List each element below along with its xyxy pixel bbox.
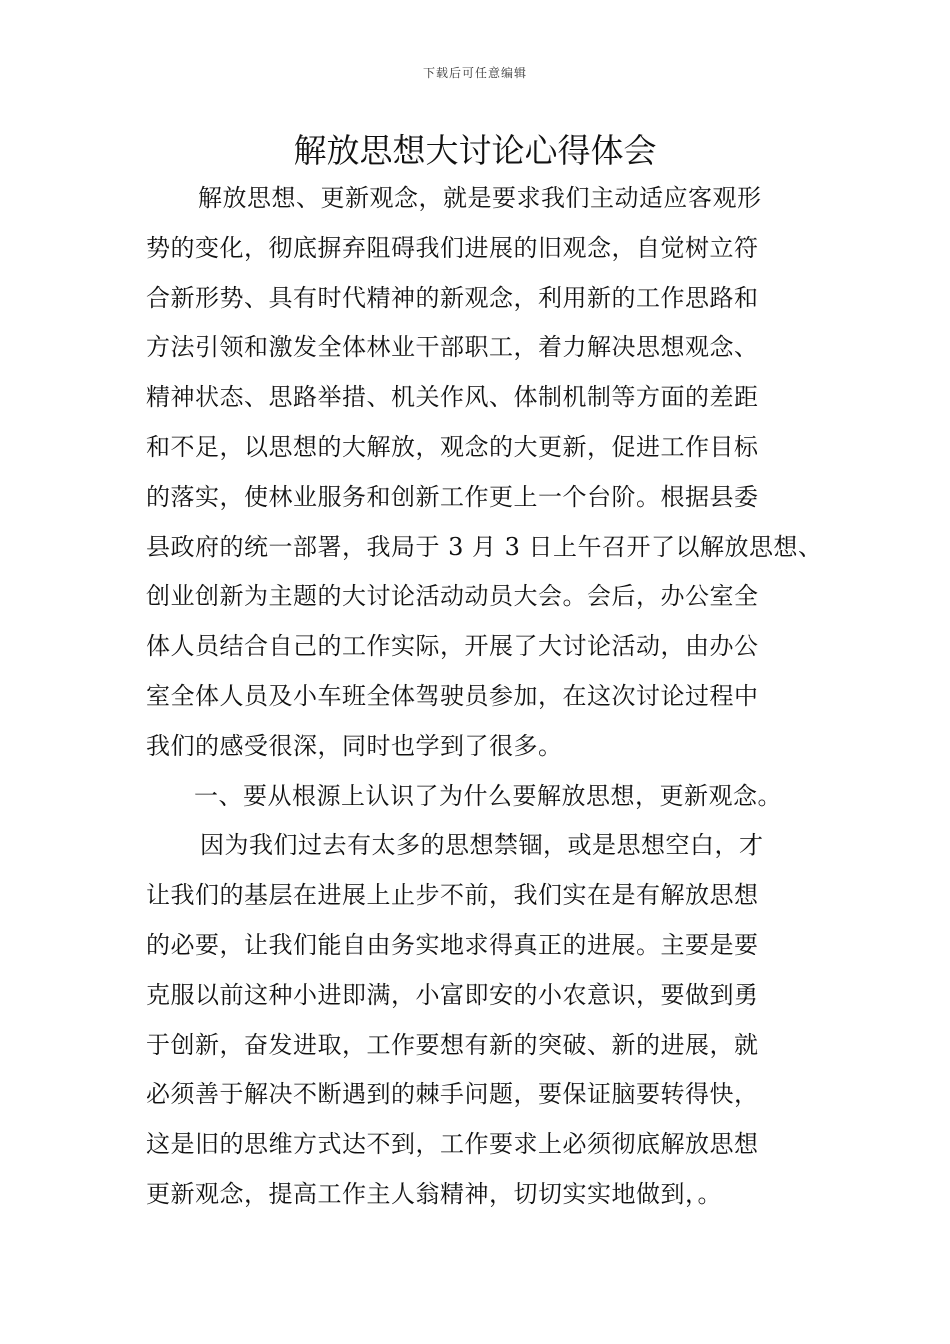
paragraph-1-line: 势的变化，彻底摒弃阻碍我们进展的旧观念，自觉树立符 [146,233,759,262]
paragraph-1-line: 解放思想、更新观念，就是要求我们主动适应客观形 [198,184,762,212]
paragraph-1-line: 县政府的统一部署，我局于 3 月 3 日上午召开了以解放思想、 [146,532,823,561]
paragraph-1-line: 合新形势、具有时代精神的新观念，利用新的工作思路和 [146,283,759,312]
paragraph-1-line: 我们的感受很深，同时也学到了很多。 [146,731,563,760]
paragraph-1-line: 的落实，使林业服务和创新工作更上一个台阶。根据县委 [146,482,759,511]
paragraph-1-line: 和不足，以思想的大解放，观念的大更新，促进工作目标 [146,432,759,461]
paragraph-2-line: 克服以前这种小进即满，小富即安的小农意识，要做到勇 [146,980,759,1009]
paragraph-2-line: 这是旧的思维方式达不到，工作要求上必须彻底解放思想 [146,1130,759,1159]
paragraph-1-line: 体人员结合自己的工作实际，开展了大讨论活动，由办公 [146,632,759,661]
document-body [146,174,823,1220]
document-title: 解放思想大讨论心得体会 [293,131,657,170]
paragraph-2-line: 更新观念，提高工作主人翁精神，切切实实地做到，。 [146,1179,722,1208]
paragraph-2-line: 让我们的基层在进展上止步不前，我们实在是有解放思想 [146,881,759,910]
paragraph-2-line: 因为我们过去有太多的思想禁锢，或是思想空白，才 [200,831,764,860]
paragraph-1-line: 精神状态、思路举措、机关作风、体制机制等方面的差距 [146,383,759,412]
paragraph-2-line: 必须善于解决不断遇到的棘手问题，要保证脑要转得快， [146,1080,759,1109]
paragraph-1-line: 创业创新为主题的大讨论活动动员大会。会后，办公室全 [146,582,759,611]
header-note: 下载后可任意编辑 [422,66,527,80]
paragraph-2-line: 于创新，奋发进取，工作要想有新的突破、新的进展，就 [146,1030,759,1059]
paragraph-1-line: 方法引领和激发全体林业干部职工，着力解决思想观念、 [146,333,759,362]
paragraph-2-line: 的必要，让我们能自由务实地求得真正的进展。主要是要 [146,930,759,959]
section-heading-1: 一、要从根源上认识了为什么要解放思想，更新观念。 [194,781,782,810]
paragraph-1-line: 室全体人员及小车班全体驾驶员参加，在这次讨论过程中 [146,681,759,710]
